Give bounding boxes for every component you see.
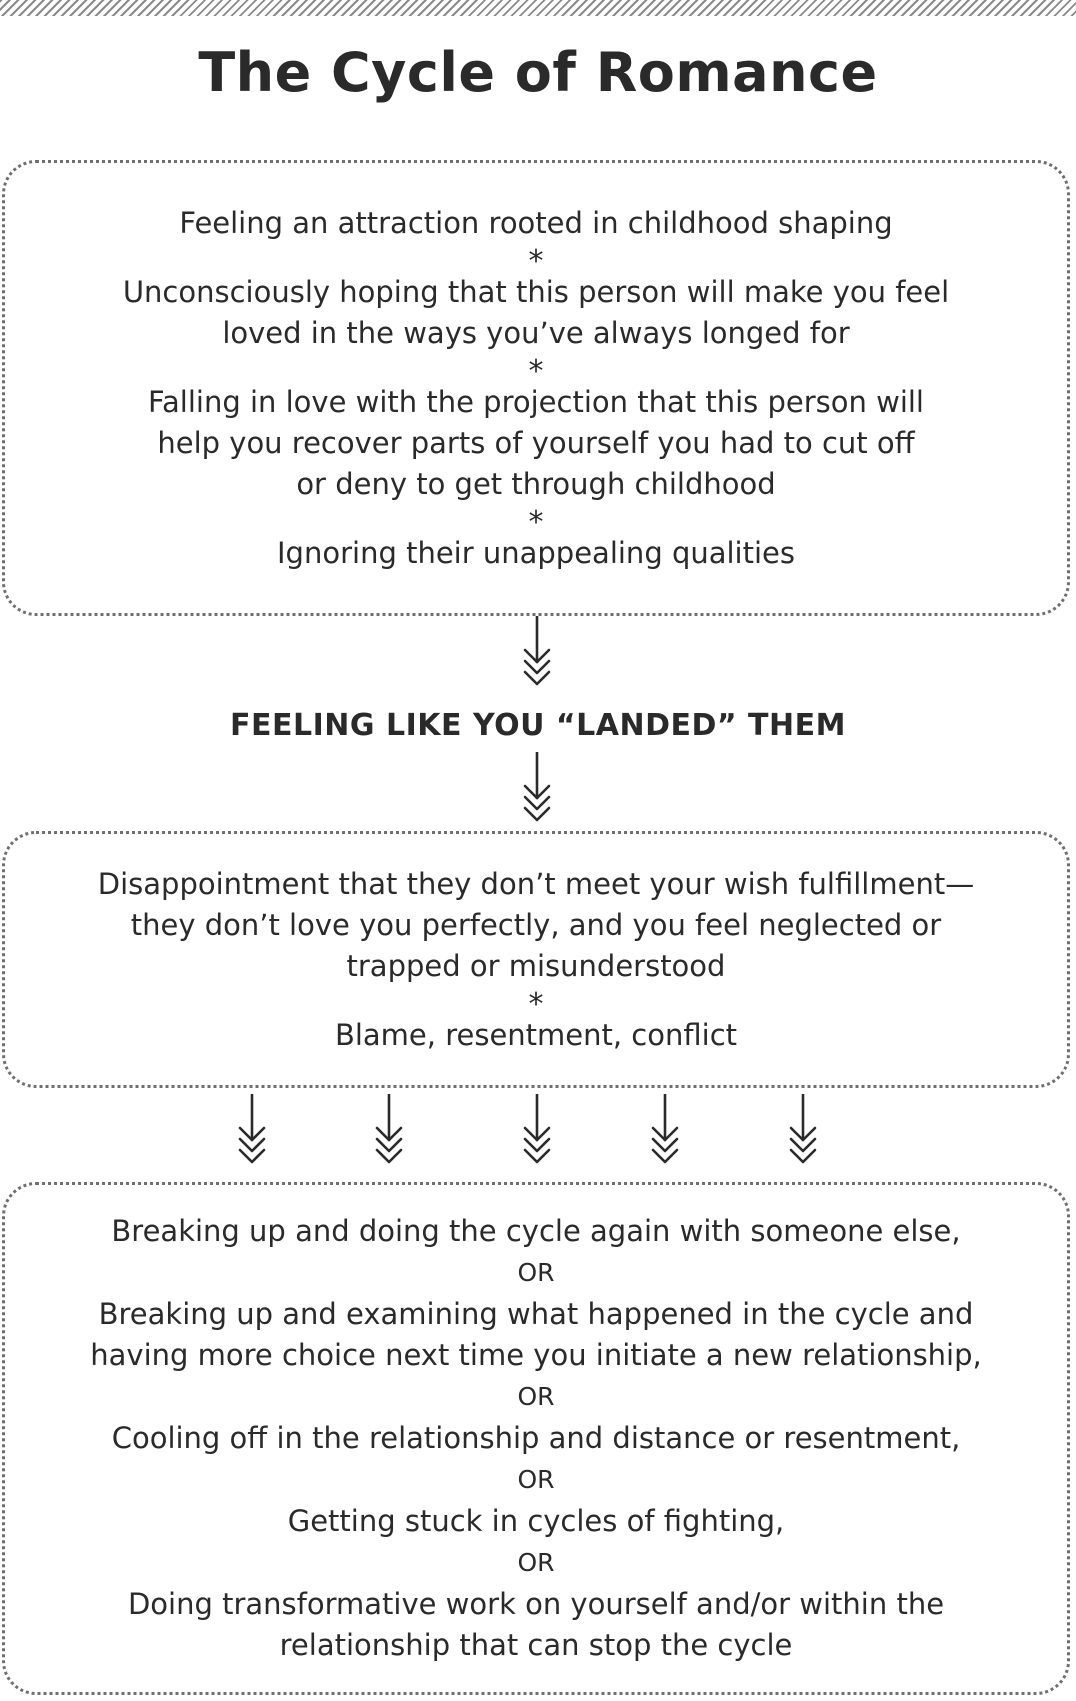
down-arrow-icon [232,1094,272,1166]
stage-box-attraction [2,160,1070,616]
stage-label-landed: FEELING LIKE YOU “LANDED” THEM [230,708,846,743]
outcome-item: Breaking up and doing the cycle again with someone else, [111,1214,961,1248]
down-arrow-icon [783,1094,823,1166]
down-arrow-icon [517,616,557,688]
or-separator: OR [517,1548,555,1577]
stage-item: Feeling an attraction rooted in childhood shaping [179,205,893,240]
page-title: The Cycle of Romance [198,41,878,104]
outcome-item: Cooling off in the relationship and distance or resentment, [111,1421,961,1455]
stage-item: Disappointment that they don’t meet your wish fulfillment— they don’t love you perfectly, and you feel neglected or trapped or misunderstood [97,866,975,983]
stage-item: Unconsciously hoping that this person will make you feel loved in the ways you’ve always longed for [122,274,950,350]
star-separator: * [528,243,544,279]
outcome-item: Breaking up and examining what happened in the cycle and having more choice next time you initiate a new relationship, [90,1297,982,1372]
stage-item: Falling in love with the projection that this person will help you recover parts of yourself you had to cut off or deny to get through childhood [147,384,924,501]
or-separator: OR [517,1258,555,1287]
top-hatched-border [0,0,1076,16]
down-arrow-icon [369,1094,409,1166]
star-separator: * [528,504,544,540]
outcome-item: Getting stuck in cycles of fighting, [287,1504,785,1538]
or-separator: OR [517,1382,555,1411]
down-arrow-icon [645,1094,685,1166]
star-separator: * [528,353,544,389]
or-separator: OR [517,1465,555,1494]
star-separator: * [528,986,544,1022]
outcome-item: Doing transformative work on yourself and/or within the relationship that can stop the cycle [127,1587,945,1662]
stage-item: Blame, resentment, conflict [334,1017,738,1052]
down-arrow-icon [517,1094,557,1166]
stage-item: Ignoring their unappealing qualities [277,535,795,570]
stage-box-outcomes [2,1182,1070,1695]
stage-box-disappointment [2,831,1070,1088]
down-arrow-icon [517,752,557,824]
